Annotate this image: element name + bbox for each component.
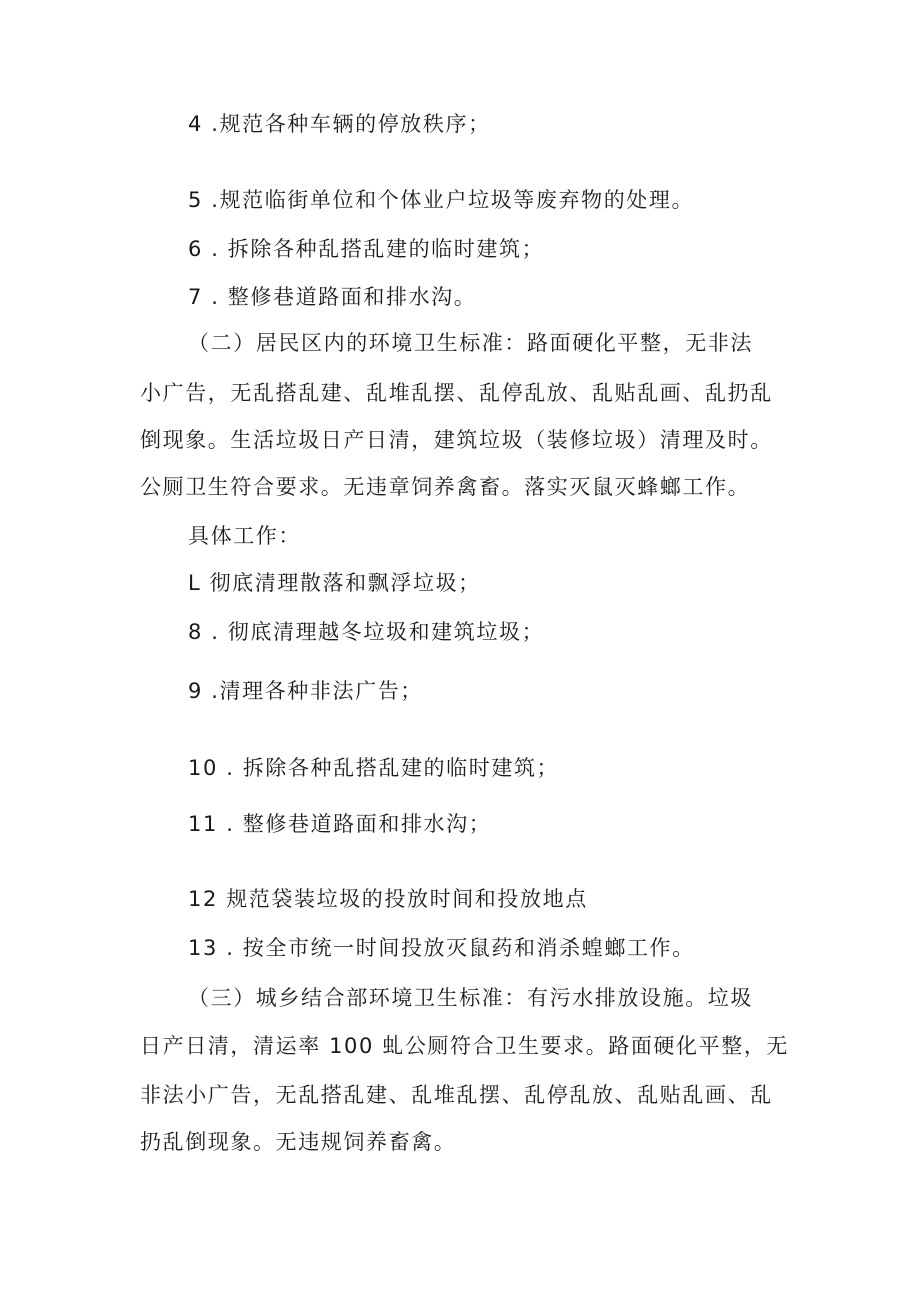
section2-item-9: 9 .清理各种非法广告； <box>188 679 423 703</box>
section2-item-11: 11 . 整修巷道路面和排水沟； <box>188 812 492 836</box>
section2-intro: 具体工作： <box>188 524 301 548</box>
section2-item-1: L 彻底清理散落和飘浮垃圾； <box>188 571 481 595</box>
list-item-6: 6 . 拆除各种乱搭乱建的临时建筑； <box>188 237 545 261</box>
section3-line-3: 非法小广告，无乱搭乱建、乱堆乱摆、乱停乱放、乱贴乱画、乱 <box>140 1083 773 1107</box>
section2-line-4: 公厕卫生符合要求。无违章饲养禽畜。落实灭鼠灭蜂螂工作。 <box>140 475 751 499</box>
section2-line-3: 倒现象。生活垃圾日产日清，建筑垃圾（装修垃圾）清理及时。 <box>140 428 773 452</box>
section2-item-12: 12 规范袋装垃圾的投放时间和投放地点 <box>188 887 588 911</box>
section2-line-1: （二）居民区内的环境卫生标准：路面硬化平整，无非法 <box>188 331 753 355</box>
list-item-7: 7 . 整修巷道路面和排水沟。 <box>188 285 477 309</box>
section3-line-4: 扔乱倒现象。无违规饲养畜禽。 <box>140 1130 457 1154</box>
section2-item-13: 13 . 按全市统一时间投放灭鼠药和消杀蝗螂工作。 <box>188 936 695 960</box>
section2-item-8: 8 . 彻底清理越冬垃圾和建筑垃圾； <box>188 620 545 644</box>
section2-item-10: 10 . 拆除各种乱搭乱建的临时建筑； <box>188 756 560 780</box>
section3-line-2: 日产日清，清运率 100 虬公厕符合卫生要求。路面硬化平整，无 <box>140 1034 790 1058</box>
section2-line-2: 小广告，无乱搭乱建、乱堆乱摆、乱停乱放、乱贴乱画、乱扔乱 <box>140 381 773 405</box>
list-item-4: 4 .规范各种车辆的停放秩序； <box>188 112 491 136</box>
section3-line-1: （三）城乡结合部环境卫生标准：有污水排放设施。垃圾 <box>188 986 753 1010</box>
list-item-5: 5 .规范临街单位和个体业户垃圾等废弃物的处理。 <box>188 188 695 212</box>
